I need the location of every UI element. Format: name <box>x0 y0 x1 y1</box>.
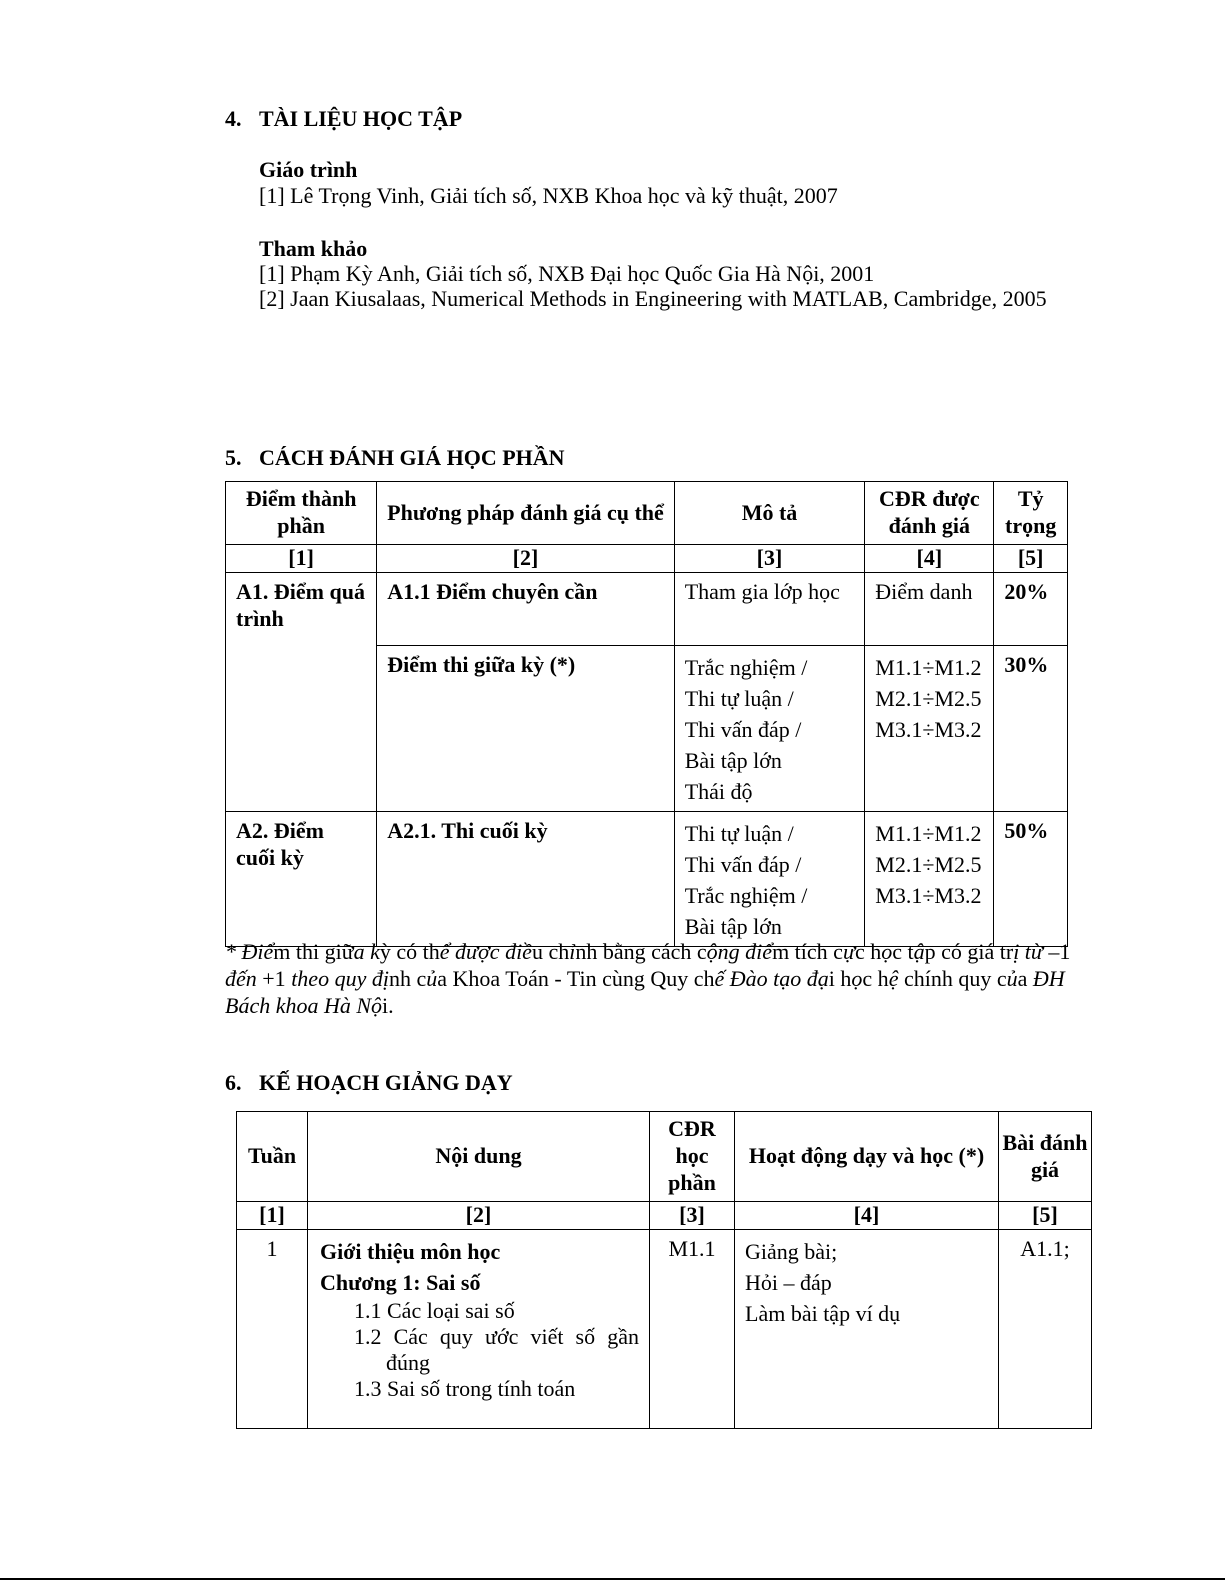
note-part: ế Đào tạo đạ <box>714 966 829 991</box>
note-part: * <box>225 939 242 964</box>
activity-line: Giảng bài; <box>745 1238 838 1264</box>
list-item: 1.1 Các loại sai số <box>354 1297 515 1323</box>
index-cell: [2] <box>308 1202 650 1230</box>
weight-cell: 50% <box>994 811 1068 946</box>
assessment-table <box>225 481 1068 947</box>
cdr-cell <box>865 645 994 811</box>
description-line: Trắc nghiệm / <box>684 654 808 680</box>
note-part: ĐH Bách khoa Hà Nộ <box>225 966 1065 1018</box>
note-part: ọ <box>881 939 893 964</box>
reference-entry: [1] Phạm Kỳ Anh, Giải tích số, NXB Đại học Quốc Gia Hà Nội, 2001 <box>259 261 875 286</box>
note-part: c t <box>892 939 914 964</box>
note-part: m tích c <box>772 939 843 964</box>
description-cell: Tham gia lớp học <box>674 572 865 645</box>
note-part: có th <box>390 939 440 964</box>
header-cell: Tỷ trọng <box>994 482 1068 545</box>
cdr-cell: M1.1 <box>650 1229 735 1428</box>
note-part: –1 <box>1042 939 1071 964</box>
header-cell: Phương pháp đánh giá cụ thể <box>377 482 674 545</box>
note-part: ậ <box>913 939 925 964</box>
note-part: ự <box>842 939 855 964</box>
header-cell: CĐR học phần <box>650 1112 735 1202</box>
cdr-line: M3.1÷M3.2 <box>875 882 982 908</box>
table-row <box>226 572 1068 645</box>
note-part: a Khoa Toán - Tin cùng Quy ch <box>437 966 715 991</box>
description-line: Thi vấn đáp / <box>684 716 802 742</box>
note-part: ỳ <box>379 939 391 964</box>
cdr-line: M2.1÷M2.5 <box>875 685 982 711</box>
index-cell: [3] <box>650 1202 735 1230</box>
description-line: Thi tự luận / <box>684 685 794 711</box>
section-number: 5. <box>225 445 242 470</box>
note-part: ủ <box>1006 966 1018 991</box>
note-part: ọ <box>851 966 863 991</box>
index-cell: [1] <box>237 1202 308 1230</box>
weight-cell: 30% <box>994 645 1068 811</box>
table-header-row <box>226 482 1068 545</box>
header-cell: Điểm thành phần <box>226 482 377 545</box>
activity-line: Hỏi – đáp <box>745 1269 832 1295</box>
week-cell: 1 <box>237 1229 308 1428</box>
note-part: đến <box>225 966 257 991</box>
cdr-line: M1.1÷M1.2 <box>875 654 982 680</box>
note-part: u ch <box>531 939 570 964</box>
reference-entry: [2] Jaan Kiusalaas, Numerical Methods in Engineering with MATLAB, Cambridge, 2005 <box>259 286 1047 311</box>
description-line: Thi vấn đáp / <box>684 851 802 877</box>
method-cell: A2.1. Thi cuối kỳ <box>377 811 674 946</box>
note-part: Điể <box>241 939 274 964</box>
activities-cell <box>735 1229 999 1428</box>
note-part: a k <box>353 939 380 964</box>
note-part: c h <box>854 939 882 964</box>
note-part: a <box>1017 966 1033 991</box>
description-cell <box>674 645 865 811</box>
weight-cell: 20% <box>994 572 1068 645</box>
header-cell: Bài đánh giá <box>999 1112 1092 1202</box>
header-cell: Hoạt động dạy và học (*) <box>735 1112 999 1202</box>
index-cell: [4] <box>735 1202 999 1230</box>
component-cell: A1. Điểm quá trình <box>226 572 377 811</box>
note-part: ỉ <box>569 939 576 964</box>
table-header-row <box>237 1112 1092 1202</box>
assessment-footnote <box>225 938 1085 1019</box>
note-part: i h <box>828 966 852 991</box>
page-bottom-rule <box>0 1578 1225 1580</box>
note-part: ị từ <box>1013 939 1043 964</box>
list-item: 1.2 Các quy ước viết số gần đúng <box>354 1323 639 1375</box>
method-cell: Điểm thi giữa kỳ (*) <box>377 645 674 811</box>
textbook-heading: Giáo trình <box>259 157 358 182</box>
index-cell: [5] <box>999 1202 1092 1230</box>
note-part: p có giá tr <box>924 939 1014 964</box>
header-cell: Nội dung <box>308 1112 650 1202</box>
note-part: ộng điể <box>706 939 773 964</box>
header-cell: Mô tả <box>674 482 865 545</box>
table-row <box>237 1229 1092 1428</box>
cdr-line: M2.1÷M2.5 <box>875 851 982 877</box>
note-part: chính quy c <box>898 966 1007 991</box>
table-index-row <box>226 545 1068 573</box>
section-title: KẾ HOẠCH GIẢNG DẠY <box>259 1070 513 1095</box>
component-cell: A2. Điểm cuối kỳ <box>226 811 377 946</box>
cdr-line: M3.1÷M3.2 <box>875 716 982 742</box>
intro-line: Giới thiệu môn học <box>320 1238 501 1264</box>
description-line: Bài tập lớn <box>684 913 782 939</box>
section-number: 4. <box>225 106 242 131</box>
table-index-row <box>237 1202 1092 1230</box>
assessment-cell: A1.1; <box>999 1229 1092 1428</box>
description-line: Bài tập lớn <box>684 747 782 773</box>
cdr-cell <box>865 811 994 946</box>
note-part: ủ <box>426 966 438 991</box>
section-6-heading <box>225 1070 513 1097</box>
list-item: 1.3 Sai số trong tính toán <box>354 1375 576 1401</box>
note-part: ể được điề <box>439 939 532 964</box>
section-title: CÁCH ĐÁNH GIÁ HỌC PHẦN <box>259 445 565 470</box>
index-cell: [1] <box>226 545 377 573</box>
teaching-plan-table <box>236 1111 1092 1429</box>
index-cell: [3] <box>674 545 865 573</box>
note-part: nh bằng cách c <box>575 939 707 964</box>
section-4-heading <box>225 106 462 133</box>
section-number: 6. <box>225 1070 242 1095</box>
header-cell: CĐR được đánh giá <box>865 482 994 545</box>
section-5-heading <box>225 445 565 472</box>
note-part: m thi giữ <box>273 939 354 964</box>
description-line: Thi tự luận / <box>684 820 794 846</box>
note-part: i. <box>382 993 394 1018</box>
chapter-items <box>320 1298 639 1402</box>
method-cell: A1.1 Điểm chuyên cần <box>377 572 674 645</box>
activity-line: Làm bài tập ví dụ <box>745 1300 901 1326</box>
description-line: Trắc nghiệm / <box>684 882 808 908</box>
chapter-title: Chương 1: Sai số <box>320 1269 481 1295</box>
description-line: Thái độ <box>684 778 753 804</box>
note-part: theo quy đị <box>291 966 389 991</box>
textbook-entry: [1] Lê Trọng Vinh, Giải tích số, NXB Khoa học và kỹ thuật, 2007 <box>259 183 838 208</box>
note-part: nh c <box>388 966 427 991</box>
note-part: ệ <box>888 966 899 991</box>
section-title: TÀI LIỆU HỌC TẬP <box>259 106 463 131</box>
index-cell: [2] <box>377 545 674 573</box>
cdr-line: M1.1÷M1.2 <box>875 820 982 846</box>
reference-heading: Tham khảo <box>259 236 368 261</box>
index-cell: [4] <box>865 545 994 573</box>
note-part: c h <box>862 966 889 991</box>
header-cell: Tuần <box>237 1112 308 1202</box>
index-cell: [5] <box>994 545 1068 573</box>
cdr-cell: Điểm danh <box>865 572 994 645</box>
note-part: +1 <box>256 966 292 991</box>
content-cell <box>308 1229 650 1428</box>
description-cell <box>674 811 865 946</box>
table-row <box>226 811 1068 946</box>
